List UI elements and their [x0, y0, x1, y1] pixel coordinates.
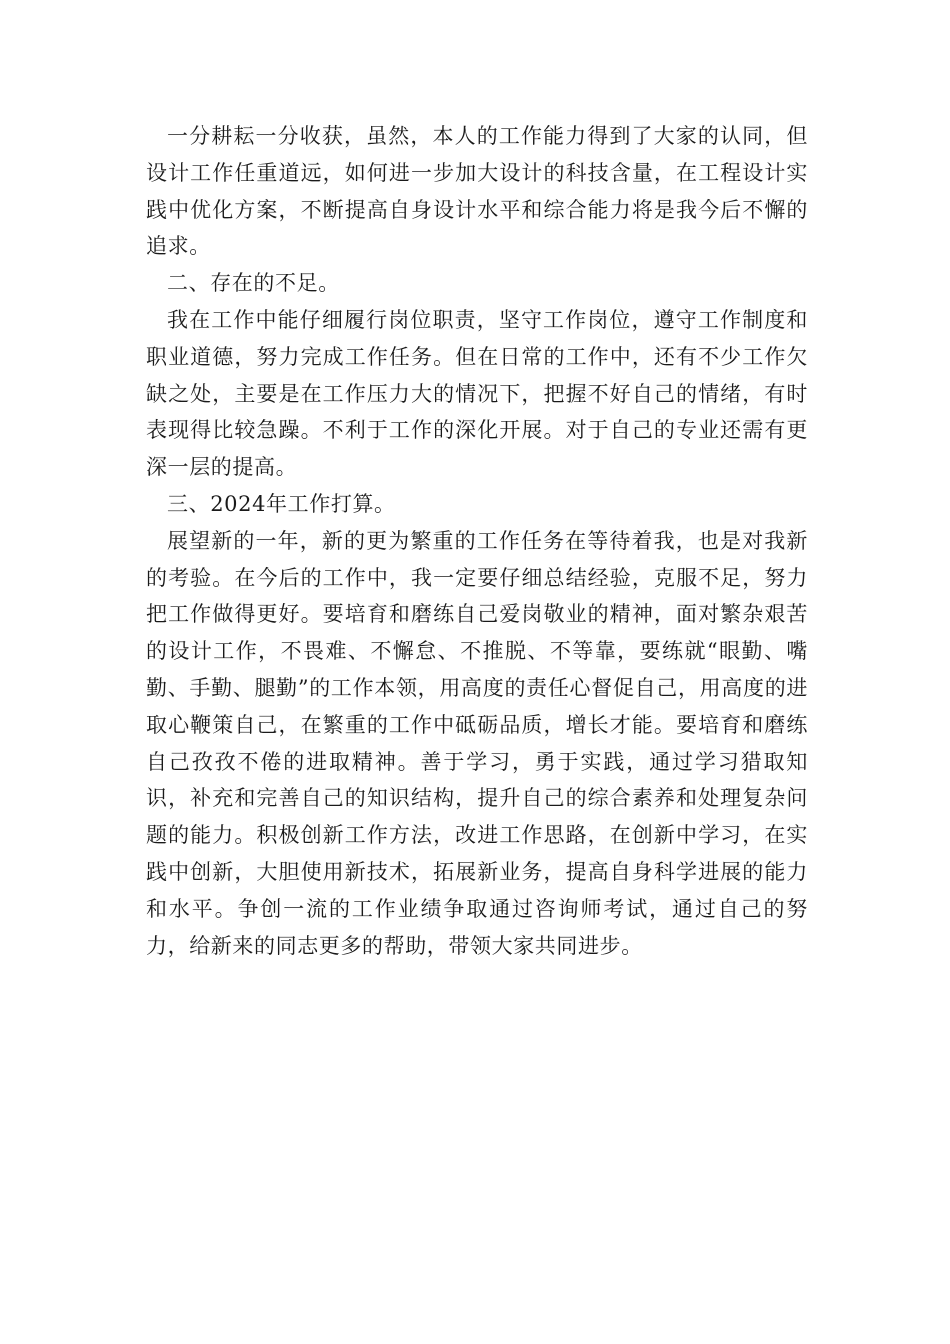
section-heading-shortcomings: 二、存在的不足。 — [167, 271, 340, 296]
paragraph-shortcomings: 我在工作中能仔细履行岗位职责，坚守工作岗位，遵守工作制度和职业道德，努力完成工作任务。但在日常的工作中，还有不少工作欠缺之处，主要是在工作压力大的情况下，把握不好自己的情绪，有时表现得比较急躁。不利于工作的深化开展。对于自己的专业还需有更深一层的提高。 — [146, 307, 808, 480]
paragraph-plan: 展望新的一年，新的更为繁重的工作任务在等待着我，也是对我新的考验。在今后的工作中，我一定要仔细总结经验，克服不足，努力把工作做得更好。要培育和磨练自己爱岗敬业的精神，面对繁杂艰苦的设计工作，不畏难、不懈怠、不推脱、不等靠，要练就“眼勤、嘴勤、手勤、腿勤”的工作本领，用高度的责任心督促自己，用高度的进取心鞭策自己，在繁重的工作中砥砺品质，增长才能。要培育和磨练自己孜孜不倦的进取精神。善于学习，勇于实践，通过学习猎取知识，补充和完善自己的知识结构，提升自己的综合素养和处理复杂问题的能力。积极创新工作方法，改进工作思路，在创新中学习，在实践中创新，大胆使用新技术，拓展新业务，提高自身科学进展的能力和水平。争创一流的工作业绩争取通过咨询师考试，通过自己的努力，给新来的同志更多的帮助，带领大家共同进步。 — [146, 528, 808, 958]
paragraph-conclusion: 一分耕耘一分收获，虽然，本人的工作能力得到了大家的认同，但设计工作任重道远，如何进一步加大设计的科技含量，在工程设计实践中优化方案，不断提高自身设计水平和综合能力将是我今后不懈的追求。 — [146, 124, 808, 259]
section-heading-plan: 三、2024年工作打算。 — [167, 491, 396, 516]
document-body — [146, 118, 808, 964]
